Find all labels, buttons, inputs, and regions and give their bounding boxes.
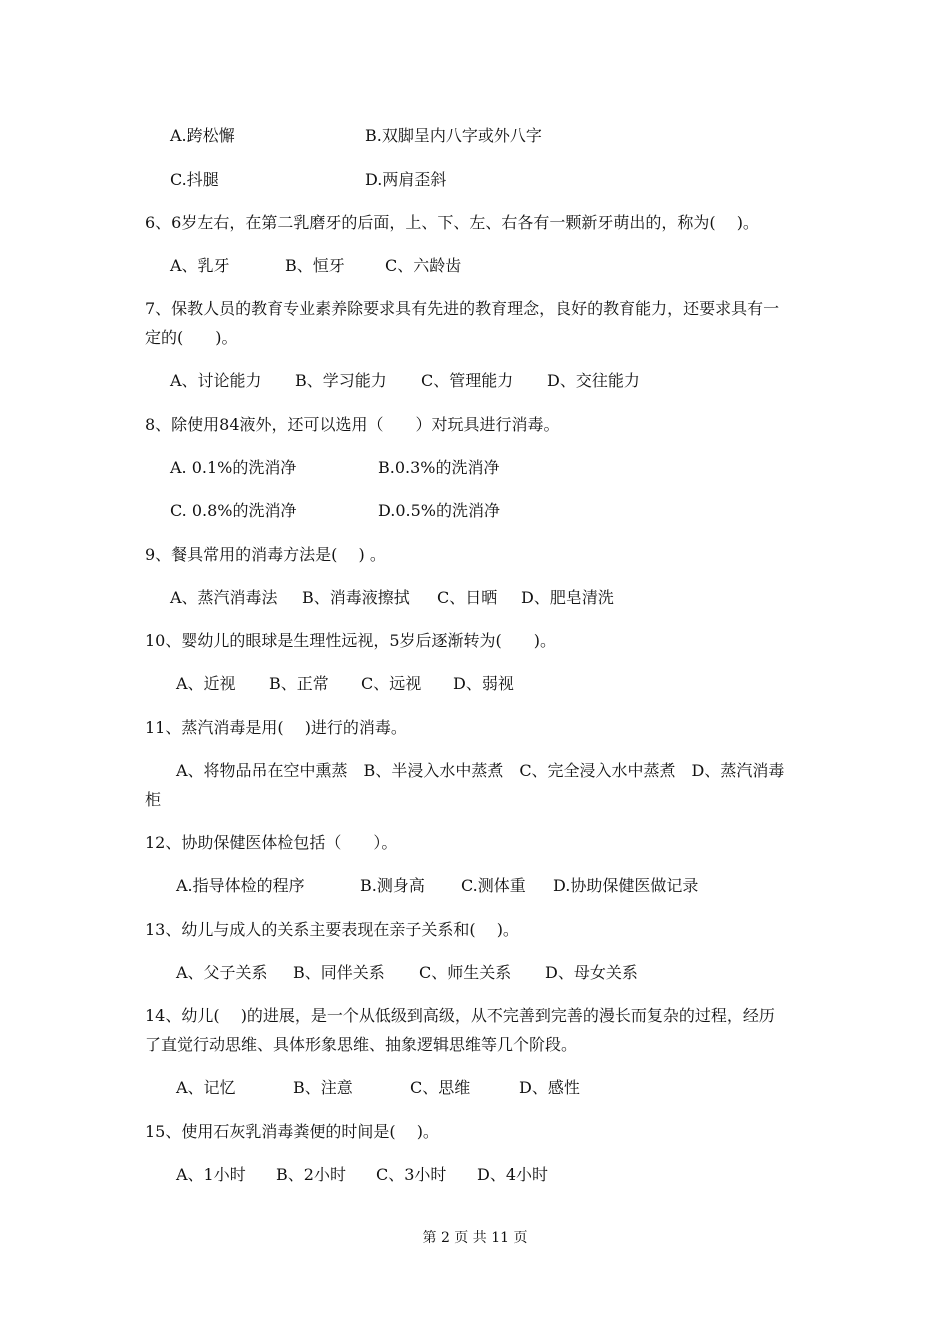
q13-option-c: C、师生关系 — [419, 963, 512, 982]
q14-option-c: C、思维 — [410, 1078, 471, 1097]
q8-option-a: A. 0.1%的洗消净 — [170, 458, 297, 477]
q9-options — [170, 583, 614, 613]
q5-options-row2 — [170, 165, 446, 195]
q8-options-row1 — [170, 453, 500, 483]
q7-options — [170, 366, 640, 396]
q13-option-d: D、母女关系 — [545, 963, 638, 982]
q6-options — [170, 251, 461, 281]
question-15: 15、使用石灰乳消毒粪便的时间是( )。 — [145, 1122, 439, 1141]
question-14-line2: 了直觉行动思维、具体形象思维、抽象逻辑思维等几个阶段。 — [145, 1035, 578, 1054]
q14-option-b: B、注意 — [293, 1078, 353, 1097]
question-6: 6、6岁左右，在第二乳磨牙的后面，上、下、左、右各有一颗新牙萌出的，称为( )。 — [145, 213, 759, 232]
q7-option-a: A、讨论能力 — [170, 371, 262, 390]
question-9: 9、餐具常用的消毒方法是( ) 。 — [145, 545, 386, 564]
q10-option-a: A、近视 — [176, 674, 236, 693]
q12-options — [176, 871, 698, 901]
page-footer: 第 2 页 共 11 页 — [422, 1230, 528, 1246]
q11-options-line2: 柜 — [145, 790, 162, 809]
q9-option-d: D、肥皂清洗 — [521, 588, 614, 607]
q14-options — [176, 1073, 580, 1103]
q6-option-a: A、乳牙 — [170, 256, 230, 275]
q10-options — [176, 669, 514, 699]
q5-option-a: A.跨松懈 — [170, 126, 235, 145]
q7-option-b: B、学习能力 — [295, 371, 387, 390]
q8-option-c: C. 0.8%的洗消净 — [170, 501, 297, 520]
q5-option-c: C.抖腿 — [170, 170, 219, 189]
q15-option-c: C、3小时 — [376, 1165, 447, 1184]
q11-options-line1: A、将物品吊在空中熏蒸 B、半浸入水中蒸煮 C、完全浸入水中蒸煮 D、蒸汽消毒 — [176, 761, 785, 780]
q5-option-b: B.双脚呈内八字或外八字 — [365, 126, 542, 145]
q12-option-a: A.指导体检的程序 — [176, 876, 305, 895]
q10-option-c: C、远视 — [361, 674, 422, 693]
q8-options-row2 — [170, 496, 500, 526]
q13-options — [176, 958, 638, 988]
question-8: 8、除使用84液外，还可以选用（ ）对玩具进行消毒。 — [145, 415, 560, 434]
question-11: 11、蒸汽消毒是用( )进行的消毒。 — [145, 718, 407, 737]
q12-option-c: C.测体重 — [461, 876, 526, 895]
q12-option-b: B.测身高 — [360, 876, 425, 895]
q7-option-d: D、交往能力 — [547, 371, 640, 390]
question-13: 13、幼儿与成人的关系主要表现在亲子关系和( )。 — [145, 920, 519, 939]
q8-option-b: B.0.3%的洗消净 — [378, 458, 500, 477]
q8-option-d: D.0.5%的洗消净 — [378, 501, 500, 520]
q10-option-b: B、正常 — [269, 674, 329, 693]
q14-option-d: D、感性 — [519, 1078, 580, 1097]
q6-option-b: B、恒牙 — [285, 256, 345, 275]
q12-option-d: D.协助保健医做记录 — [553, 876, 699, 895]
q9-option-b: B、消毒液擦拭 — [302, 588, 410, 607]
question-12: 12、协助保健医体检包括（ ）。 — [145, 833, 398, 852]
q13-option-a: A、父子关系 — [176, 963, 268, 982]
q15-option-b: B、2小时 — [276, 1165, 346, 1184]
q10-option-d: D、弱视 — [453, 674, 514, 693]
question-7-line1: 7、保教人员的教育专业素养除要求具有先进的教育理念，良好的教育能力，还要求具有一 — [145, 299, 780, 318]
q15-options — [176, 1160, 548, 1190]
question-10: 10、婴幼儿的眼球是生理性远视，5岁后逐渐转为( )。 — [145, 631, 557, 650]
q14-option-a: A、记忆 — [176, 1078, 236, 1097]
q9-option-c: C、日晒 — [437, 588, 498, 607]
q15-option-d: D、4小时 — [477, 1165, 549, 1184]
q5-options-row1 — [170, 121, 542, 151]
question-7-line2: 定的( )。 — [145, 328, 238, 347]
q9-option-a: A、蒸汽消毒法 — [170, 588, 278, 607]
q15-option-a: A、1小时 — [176, 1165, 246, 1184]
q6-option-c: C、六龄齿 — [385, 256, 462, 275]
q5-option-d: D.两肩歪斜 — [365, 170, 447, 189]
q13-option-b: B、同伴关系 — [293, 963, 385, 982]
question-14-line1: 14、幼儿( )的进展，是一个从低级到高级，从不完善到完善的漫长而复杂的过程，经历 — [145, 1006, 775, 1025]
q7-option-c: C、管理能力 — [421, 371, 514, 390]
